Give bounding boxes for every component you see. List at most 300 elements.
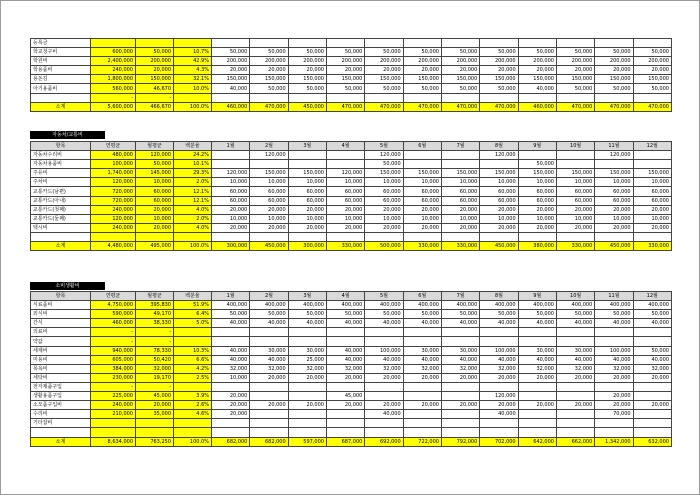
month-cell: 50,000 xyxy=(480,48,518,57)
month-cell xyxy=(212,328,250,337)
month-cell xyxy=(212,151,250,160)
month-cell: 330,000 xyxy=(326,242,364,251)
month-cell: 20,000 xyxy=(212,205,250,214)
month-cell: 10,000 xyxy=(212,373,250,382)
item-label-cell: 용돈김 xyxy=(31,75,91,84)
month-cell: 20,000 xyxy=(556,223,594,232)
item-label-cell: 식료품비 xyxy=(31,301,91,310)
month-cell: 32,000 xyxy=(518,364,556,373)
summary-cell xyxy=(136,419,174,428)
month-cell: 20,000 xyxy=(288,373,326,382)
summary-cell: 50,000 xyxy=(136,48,174,57)
month-cell xyxy=(518,151,556,160)
summary-cell: 20,000 xyxy=(136,205,174,214)
month-cell: 692,000 xyxy=(365,437,403,446)
month-cell xyxy=(250,93,288,102)
item-label-cell: 아기용품비 xyxy=(31,84,91,93)
item-label-cell: 전자제품구입 xyxy=(31,382,91,391)
month-cell: 20,000 xyxy=(212,401,250,410)
month-cell xyxy=(633,232,671,241)
month-cell: 150,000 xyxy=(365,169,403,178)
month-cell: 330,000 xyxy=(403,242,441,251)
month-cell: 20,000 xyxy=(556,66,594,75)
month-cell xyxy=(288,419,326,428)
summary-cell: 50,420 xyxy=(136,355,174,364)
summary-cell: 720,000 xyxy=(91,187,136,196)
month-cell: 500,000 xyxy=(365,242,403,251)
month-cell: 120,000 xyxy=(212,169,250,178)
summary-cell: 150,000 xyxy=(136,75,174,84)
month-cell: 50,000 xyxy=(595,310,633,319)
month-cell: 100,000 xyxy=(480,346,518,355)
month-cell: 400,000 xyxy=(518,301,556,310)
summary-cell: 145,000 xyxy=(136,169,174,178)
month-cell xyxy=(365,392,403,401)
month-cell: 150,000 xyxy=(326,75,364,84)
month-cell: 32,000 xyxy=(403,364,441,373)
summary-cell: 940,000 xyxy=(91,346,136,355)
summary-cell: 4.0% xyxy=(174,205,212,214)
item-label-cell: 학원비 xyxy=(31,57,91,66)
header-row xyxy=(31,292,672,301)
summary-cell: 45,000 xyxy=(136,392,174,401)
month-cell: 400,000 xyxy=(212,301,250,310)
summary-cell: 4.6% xyxy=(174,410,212,419)
item-label-cell: 학용품비 xyxy=(31,66,91,75)
month-cell: 150,000 xyxy=(633,75,671,84)
month-cell: 20,000 xyxy=(595,223,633,232)
month-cell: 150,000 xyxy=(288,75,326,84)
month-cell: 5월 xyxy=(365,292,403,301)
month-cell: 11월 xyxy=(595,142,633,151)
month-cell xyxy=(595,328,633,337)
summary-cell: 32.1% xyxy=(174,75,212,84)
month-cell: 60,000 xyxy=(326,187,364,196)
month-cell: 6월 xyxy=(403,142,441,151)
month-cell: 20,000 xyxy=(518,66,556,75)
month-cell: 20,000 xyxy=(403,223,441,232)
month-cell xyxy=(441,392,479,401)
month-cell: 32,000 xyxy=(288,364,326,373)
month-cell: 330,000 xyxy=(556,242,594,251)
month-cell: 330,000 xyxy=(633,242,671,251)
summary-cell: 460,000 xyxy=(91,319,136,328)
month-cell: 300,000 xyxy=(288,242,326,251)
table-row xyxy=(31,382,672,391)
blank-cell xyxy=(441,39,479,48)
month-cell xyxy=(365,232,403,241)
month-cell: 150,000 xyxy=(212,75,250,84)
month-cell: 10,000 xyxy=(365,178,403,187)
summary-cell: 240,000 xyxy=(91,205,136,214)
month-cell: 40,000 xyxy=(518,84,556,93)
item-label-cell: 수리비 xyxy=(31,410,91,419)
month-cell: 632,000 xyxy=(633,437,671,446)
month-cell xyxy=(288,410,326,419)
month-cell: 50,000 xyxy=(556,84,594,93)
month-cell: 20,000 xyxy=(250,205,288,214)
month-cell: 10,000 xyxy=(212,214,250,223)
month-cell: 597,000 xyxy=(288,437,326,446)
tuition-table xyxy=(30,38,672,112)
month-cell: 20,000 xyxy=(633,223,671,232)
month-cell: 400,000 xyxy=(365,301,403,310)
month-cell: 330,000 xyxy=(441,242,479,251)
month-cell: 50,000 xyxy=(212,48,250,57)
month-cell: 60,000 xyxy=(403,196,441,205)
month-cell: 4월 xyxy=(326,292,364,301)
summary-cell: 10.0% xyxy=(174,84,212,93)
month-cell: 200,000 xyxy=(480,57,518,66)
month-cell xyxy=(441,410,479,419)
month-cell: 400,000 xyxy=(288,301,326,310)
summary-cell: 1,800,000 xyxy=(91,75,136,84)
summary-cell: 466,670 xyxy=(136,102,174,111)
item-label-cell: 목욕비 xyxy=(31,364,91,373)
month-cell: 50,000 xyxy=(518,48,556,57)
month-cell: 60,000 xyxy=(250,187,288,196)
table-row xyxy=(31,232,672,241)
summary-cell: 225,000 xyxy=(91,392,136,401)
item-label-cell: 간식 xyxy=(31,319,91,328)
summary-cell: 2.5% xyxy=(174,373,212,382)
month-cell: 200,000 xyxy=(288,57,326,66)
month-cell: 150,000 xyxy=(518,169,556,178)
month-cell: 20,000 xyxy=(595,205,633,214)
month-cell: 40,000 xyxy=(365,410,403,419)
month-cell: 60,000 xyxy=(250,196,288,205)
month-cell: 20,000 xyxy=(595,401,633,410)
month-cell: 50,000 xyxy=(556,48,594,57)
blank-cell xyxy=(212,39,250,48)
month-cell: 9월 xyxy=(518,292,556,301)
summary-cell: 78,330 xyxy=(136,346,174,355)
table-row xyxy=(31,214,672,223)
month-cell: 40,000 xyxy=(212,319,250,328)
item-label-cell: 교통카드(둘째) xyxy=(31,214,91,223)
summary-cell: 월평균 xyxy=(136,292,174,301)
item-label-cell: 미용비 xyxy=(31,355,91,364)
month-cell: 7월 xyxy=(441,292,479,301)
month-cell: 40,000 xyxy=(480,319,518,328)
month-cell xyxy=(441,232,479,241)
item-label-cell: 소계 xyxy=(31,102,91,111)
month-cell: 682,000 xyxy=(250,437,288,446)
month-cell: 150,000 xyxy=(250,75,288,84)
summary-cell xyxy=(174,419,212,428)
month-cell: 60,000 xyxy=(403,187,441,196)
month-cell: 150,000 xyxy=(365,75,403,84)
summary-cell xyxy=(136,428,174,437)
summary-cell: 2.6% xyxy=(174,401,212,410)
summary-cell: 월평균 xyxy=(136,142,174,151)
summary-cell: 10.1% xyxy=(174,160,212,169)
month-cell xyxy=(288,337,326,346)
item-label-cell: 자동차용품비 xyxy=(31,160,91,169)
month-cell xyxy=(403,328,441,337)
summary-cell: 395,830 xyxy=(136,301,174,310)
month-cell: 150,000 xyxy=(556,75,594,84)
summary-cell: 38,330 xyxy=(136,319,174,328)
month-cell xyxy=(556,382,594,391)
summary-cell: 200,000 xyxy=(136,57,174,66)
month-cell: 20,000 xyxy=(326,66,364,75)
month-cell: 10,000 xyxy=(633,214,671,223)
blank-cell xyxy=(518,39,556,48)
month-cell: 30,000 xyxy=(556,346,594,355)
summary-cell: 720,000 xyxy=(91,196,136,205)
table-row xyxy=(31,160,672,169)
month-cell xyxy=(480,419,518,428)
month-cell: 32,000 xyxy=(250,364,288,373)
summary-cell: 2.0% xyxy=(174,178,212,187)
table-row xyxy=(31,410,672,419)
month-cell: 20,000 xyxy=(595,392,633,401)
month-cell xyxy=(480,160,518,169)
month-cell: 120,000 xyxy=(365,151,403,160)
month-cell: 40,000 xyxy=(212,84,250,93)
month-cell: 60,000 xyxy=(556,196,594,205)
month-cell: 20,000 xyxy=(633,66,671,75)
summary-cell: 600,000 xyxy=(91,48,136,57)
month-cell: 20,000 xyxy=(250,373,288,382)
month-cell xyxy=(288,160,326,169)
month-cell xyxy=(556,232,594,241)
month-cell: 50,000 xyxy=(518,160,556,169)
month-cell: 400,000 xyxy=(633,301,671,310)
month-cell: 50,000 xyxy=(595,48,633,57)
blank-cell xyxy=(250,39,288,48)
summary-cell: 560,000 xyxy=(91,84,136,93)
month-cell xyxy=(326,328,364,337)
month-cell: 400,000 xyxy=(556,301,594,310)
month-cell: 150,000 xyxy=(403,75,441,84)
summary-cell: 5.0% xyxy=(174,319,212,328)
summary-cell: 49,170 xyxy=(136,310,174,319)
month-cell xyxy=(518,232,556,241)
month-cell: 60,000 xyxy=(480,196,518,205)
month-cell: 32,000 xyxy=(365,364,403,373)
month-cell: 50,000 xyxy=(403,84,441,93)
month-cell xyxy=(556,337,594,346)
month-cell: 60,000 xyxy=(556,187,594,196)
month-cell: 20,000 xyxy=(556,401,594,410)
month-cell xyxy=(556,328,594,337)
month-cell: 50,000 xyxy=(480,310,518,319)
month-cell: 120,000 xyxy=(250,151,288,160)
month-cell: 470,000 xyxy=(365,102,403,111)
summary-cell: 590,000 xyxy=(91,310,136,319)
summary-cell: 32,000 xyxy=(136,364,174,373)
month-cell: 25,000 xyxy=(288,355,326,364)
table-row xyxy=(31,428,672,437)
month-cell: 10,000 xyxy=(595,214,633,223)
month-cell: 20,000 xyxy=(403,66,441,75)
month-cell: 20,000 xyxy=(480,373,518,382)
month-cell: 10,000 xyxy=(595,178,633,187)
month-cell: 100,000 xyxy=(595,346,633,355)
month-cell xyxy=(633,160,671,169)
month-cell: 792,000 xyxy=(441,437,479,446)
blank-cell xyxy=(174,39,212,48)
month-cell: 10,000 xyxy=(441,214,479,223)
month-cell xyxy=(403,337,441,346)
summary-cell: - xyxy=(136,93,174,102)
item-label-cell: 주차비 xyxy=(31,178,91,187)
month-cell xyxy=(595,382,633,391)
month-cell: 30,000 xyxy=(403,346,441,355)
month-cell: 1,342,000 xyxy=(595,437,633,446)
month-cell: 40,000 xyxy=(250,355,288,364)
month-cell: 10,000 xyxy=(556,214,594,223)
item-label-cell: 생활용품구입 xyxy=(31,392,91,401)
summary-cell: 230,000 xyxy=(91,373,136,382)
month-cell: 60,000 xyxy=(595,187,633,196)
month-cell: 60,000 xyxy=(441,187,479,196)
month-cell: 50,000 xyxy=(288,310,326,319)
summary-cell: - xyxy=(91,382,136,391)
month-cell: 50,000 xyxy=(633,310,671,319)
month-cell: 60,000 xyxy=(326,196,364,205)
month-cell: 40,000 xyxy=(212,355,250,364)
month-cell: 40,000 xyxy=(595,319,633,328)
summary-cell: 연평균 xyxy=(91,292,136,301)
month-cell xyxy=(250,337,288,346)
month-cell: 12월 xyxy=(633,292,671,301)
month-cell: 50,000 xyxy=(288,84,326,93)
month-cell: 50,000 xyxy=(595,84,633,93)
month-cell: 470,000 xyxy=(633,102,671,111)
month-cell: 10,000 xyxy=(403,178,441,187)
item-label-cell: 약값 xyxy=(31,337,91,346)
month-cell: 50,000 xyxy=(250,310,288,319)
month-cell: 50,000 xyxy=(403,310,441,319)
month-cell: 50,000 xyxy=(480,84,518,93)
summary-cell: 605,000 xyxy=(91,355,136,364)
month-cell: 470,000 xyxy=(441,102,479,111)
summary-cell xyxy=(174,382,212,391)
month-cell: 20,000 xyxy=(365,66,403,75)
month-cell xyxy=(556,160,594,169)
summary-cell: 4,480,000 xyxy=(91,242,136,251)
item-label-cell: 교통카드(아내) xyxy=(31,196,91,205)
item-label-cell: 자동차수리비 xyxy=(31,151,91,160)
month-cell: 50,000 xyxy=(633,346,671,355)
month-cell xyxy=(212,160,250,169)
month-cell xyxy=(250,328,288,337)
summary-cell: - xyxy=(136,382,174,391)
month-cell: 20,000 xyxy=(480,66,518,75)
month-cell: 40,000 xyxy=(480,355,518,364)
month-cell: 40,000 xyxy=(250,319,288,328)
month-cell: 20,000 xyxy=(480,401,518,410)
summary-cell xyxy=(174,93,212,102)
month-cell: 30,000 xyxy=(250,346,288,355)
item-label-cell: 학교청구비 xyxy=(31,48,91,57)
month-cell xyxy=(365,419,403,428)
table-row xyxy=(31,187,672,196)
item-label-cell: 세제비 xyxy=(31,346,91,355)
month-cell: 20,000 xyxy=(250,223,288,232)
summary-cell: - xyxy=(136,328,174,337)
summary-cell: 240,000 xyxy=(91,223,136,232)
month-cell: 9월 xyxy=(518,142,556,151)
summary-cell: 60,000 xyxy=(136,196,174,205)
month-cell xyxy=(326,160,364,169)
month-cell: 20,000 xyxy=(441,401,479,410)
month-cell: 20,000 xyxy=(365,373,403,382)
month-cell: 200,000 xyxy=(250,57,288,66)
month-cell xyxy=(518,93,556,102)
month-cell: 60,000 xyxy=(365,187,403,196)
month-cell: 20,000 xyxy=(595,66,633,75)
month-cell: 50,000 xyxy=(288,48,326,57)
item-label-cell: 택시비 xyxy=(31,223,91,232)
month-cell: 10,000 xyxy=(365,214,403,223)
month-cell xyxy=(288,151,326,160)
month-cell: 40,000 xyxy=(441,355,479,364)
month-cell xyxy=(595,232,633,241)
month-cell: 150,000 xyxy=(480,75,518,84)
summary-cell: 240,000 xyxy=(91,401,136,410)
month-cell: 20,000 xyxy=(441,223,479,232)
table-row xyxy=(31,319,672,328)
month-cell: 10,000 xyxy=(250,214,288,223)
month-cell: 50,000 xyxy=(633,84,671,93)
month-cell: 10,000 xyxy=(518,178,556,187)
month-cell xyxy=(480,428,518,437)
month-cell xyxy=(480,382,518,391)
month-cell xyxy=(250,160,288,169)
month-cell xyxy=(288,328,326,337)
item-label-cell: 항목 xyxy=(31,292,91,301)
month-cell: 1월 xyxy=(212,292,250,301)
blank-cell xyxy=(91,39,136,48)
item-label-cell: 소모품구입비 xyxy=(31,401,91,410)
month-cell: 20,000 xyxy=(365,205,403,214)
month-cell: 470,000 xyxy=(250,102,288,111)
month-cell xyxy=(633,151,671,160)
month-cell xyxy=(441,428,479,437)
table-row xyxy=(31,151,672,160)
month-cell: 400,000 xyxy=(326,301,364,310)
month-cell xyxy=(633,410,671,419)
summary-cell xyxy=(174,328,212,337)
table-row xyxy=(31,364,672,373)
month-cell xyxy=(212,93,250,102)
summary-cell: 백분율 xyxy=(174,292,212,301)
month-cell xyxy=(288,392,326,401)
summary-cell: 763,250 xyxy=(136,437,174,446)
month-cell: 300,000 xyxy=(212,242,250,251)
month-cell: 20,000 xyxy=(212,410,250,419)
month-cell xyxy=(441,382,479,391)
month-cell xyxy=(288,428,326,437)
summary-cell xyxy=(91,428,136,437)
month-cell xyxy=(326,337,364,346)
month-cell: 30,000 xyxy=(518,346,556,355)
blank-cell xyxy=(326,39,364,48)
month-cell: 50,000 xyxy=(365,310,403,319)
month-cell: 40,000 xyxy=(480,410,518,419)
summary-cell: 20,000 xyxy=(136,401,174,410)
month-cell: 40,000 xyxy=(518,355,556,364)
month-cell xyxy=(518,410,556,419)
table-row xyxy=(31,84,672,93)
month-cell: 50,000 xyxy=(441,310,479,319)
summary-cell: 10.3% xyxy=(174,346,212,355)
month-cell: 50,000 xyxy=(365,160,403,169)
